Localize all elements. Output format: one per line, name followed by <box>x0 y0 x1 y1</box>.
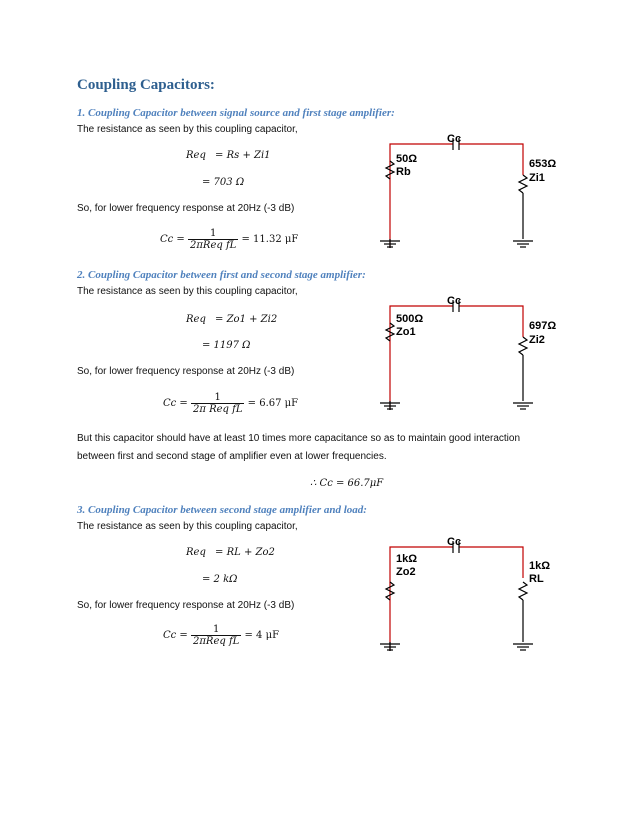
section-1-cc-fraction <box>188 228 238 251</box>
note-line-1: But this capacitor should have at least 10 times more capacitance so as to maintain good interaction <box>77 433 521 444</box>
section-1-cc-num: 1 <box>188 228 238 240</box>
note-line-2: between first and second stage of amplifier even at lower frequencies. <box>77 451 387 462</box>
section-2-eq1 <box>186 314 277 325</box>
section-3-cc-den: 2πReq fL <box>193 636 240 647</box>
section-3-right-value: 1kΩ <box>529 560 551 572</box>
section-3-heading: 3. Coupling Capacitor between second stage amplifier and load: <box>77 504 367 516</box>
section-2-cc-lhs: Cc = <box>163 398 188 409</box>
section-2-cc-den: 2π Req fL <box>193 404 243 415</box>
section-1-intro: The resistance as seen by this coupling capacitor, <box>77 124 298 135</box>
section-2-cc-fraction <box>191 392 244 415</box>
section-3-eq1-rhs: = RL + Zo2 <box>215 547 275 558</box>
section-3-cc-equation <box>163 624 279 647</box>
section-1-eq2: = 703 Ω <box>202 177 245 188</box>
section-1-cc-den: 2πReq fL <box>190 240 237 251</box>
section-3-right-name: RL <box>529 573 544 585</box>
section-2-right-name: Zi2 <box>529 334 545 346</box>
section-3-eq1-lhs: Req <box>186 547 206 558</box>
section-2-intro: The resistance as seen by this coupling capacitor, <box>77 286 298 297</box>
section-2-left-value: 500Ω <box>396 313 424 325</box>
section-2-cc-equation <box>163 392 298 415</box>
section-1-heading: 1. Coupling Capacitor between signal source and first stage amplifier: <box>77 107 395 119</box>
section-2-heading: 2. Coupling Capacitor between first and second stage amplifier: <box>77 269 366 281</box>
section-3-intro: The resistance as seen by this coupling capacitor, <box>77 521 298 532</box>
section-1-cap-label: Cc <box>447 133 462 145</box>
section-3-eq1 <box>186 547 275 558</box>
section-3-cc-num: 1 <box>191 624 241 636</box>
section-3-cc-fraction <box>191 624 241 647</box>
section-3-circuit-diagram <box>385 536 551 648</box>
section-3-cc-result: = 4 μF <box>244 630 280 641</box>
section-2-eq2: = 1197 Ω <box>202 340 251 351</box>
section-2-circuit-diagram <box>385 295 557 407</box>
section-1-eq1 <box>186 150 271 161</box>
section-1-circuit-diagram <box>385 133 557 245</box>
section-3-left-name: Zo2 <box>396 566 416 578</box>
section-1-left-value: 50Ω <box>396 153 418 165</box>
section-2-cap-label: Cc <box>447 295 462 307</box>
section-1-eq1-rhs: = Rs + Zi1 <box>215 150 271 161</box>
section-2-eq1-lhs: Req <box>186 314 206 325</box>
section-2-left-name: Zo1 <box>396 326 416 338</box>
section-3-freq-text: So, for lower frequency response at 20Hz (-3 dB) <box>77 600 295 611</box>
section-1-cc-equation <box>160 228 298 251</box>
section-2-freq-text: So, for lower frequency response at 20Hz (-3 dB) <box>77 366 295 377</box>
section-3-cap-label: Cc <box>447 536 462 548</box>
therefore-equation: ∴ Cc = 66.7μF <box>310 478 384 489</box>
section-2-cc-num: 1 <box>191 392 244 404</box>
section-1-right-name: Zi1 <box>529 172 545 184</box>
page-title: Coupling Capacitors: <box>77 77 215 93</box>
section-1-cc-result: = 11.32 μF <box>241 234 299 245</box>
section-1-eq1-lhs: Req <box>186 150 206 161</box>
section-1-left-name: Rb <box>396 166 411 178</box>
section-1-cc-lhs: Cc = <box>160 234 185 245</box>
section-3-left-value: 1kΩ <box>396 553 418 565</box>
section-2-cc-result: = 6.67 μF <box>247 398 299 409</box>
section-2-right-value: 697Ω <box>529 320 557 332</box>
section-3-eq2: = 2 kΩ <box>202 574 238 585</box>
section-1-freq-text: So, for lower frequency response at 20Hz (-3 dB) <box>77 203 295 214</box>
section-3-cc-lhs: Cc = <box>163 630 188 641</box>
section-1-right-value: 653Ω <box>529 158 557 170</box>
section-2-eq1-rhs: = Zo1 + Zi2 <box>215 314 278 325</box>
